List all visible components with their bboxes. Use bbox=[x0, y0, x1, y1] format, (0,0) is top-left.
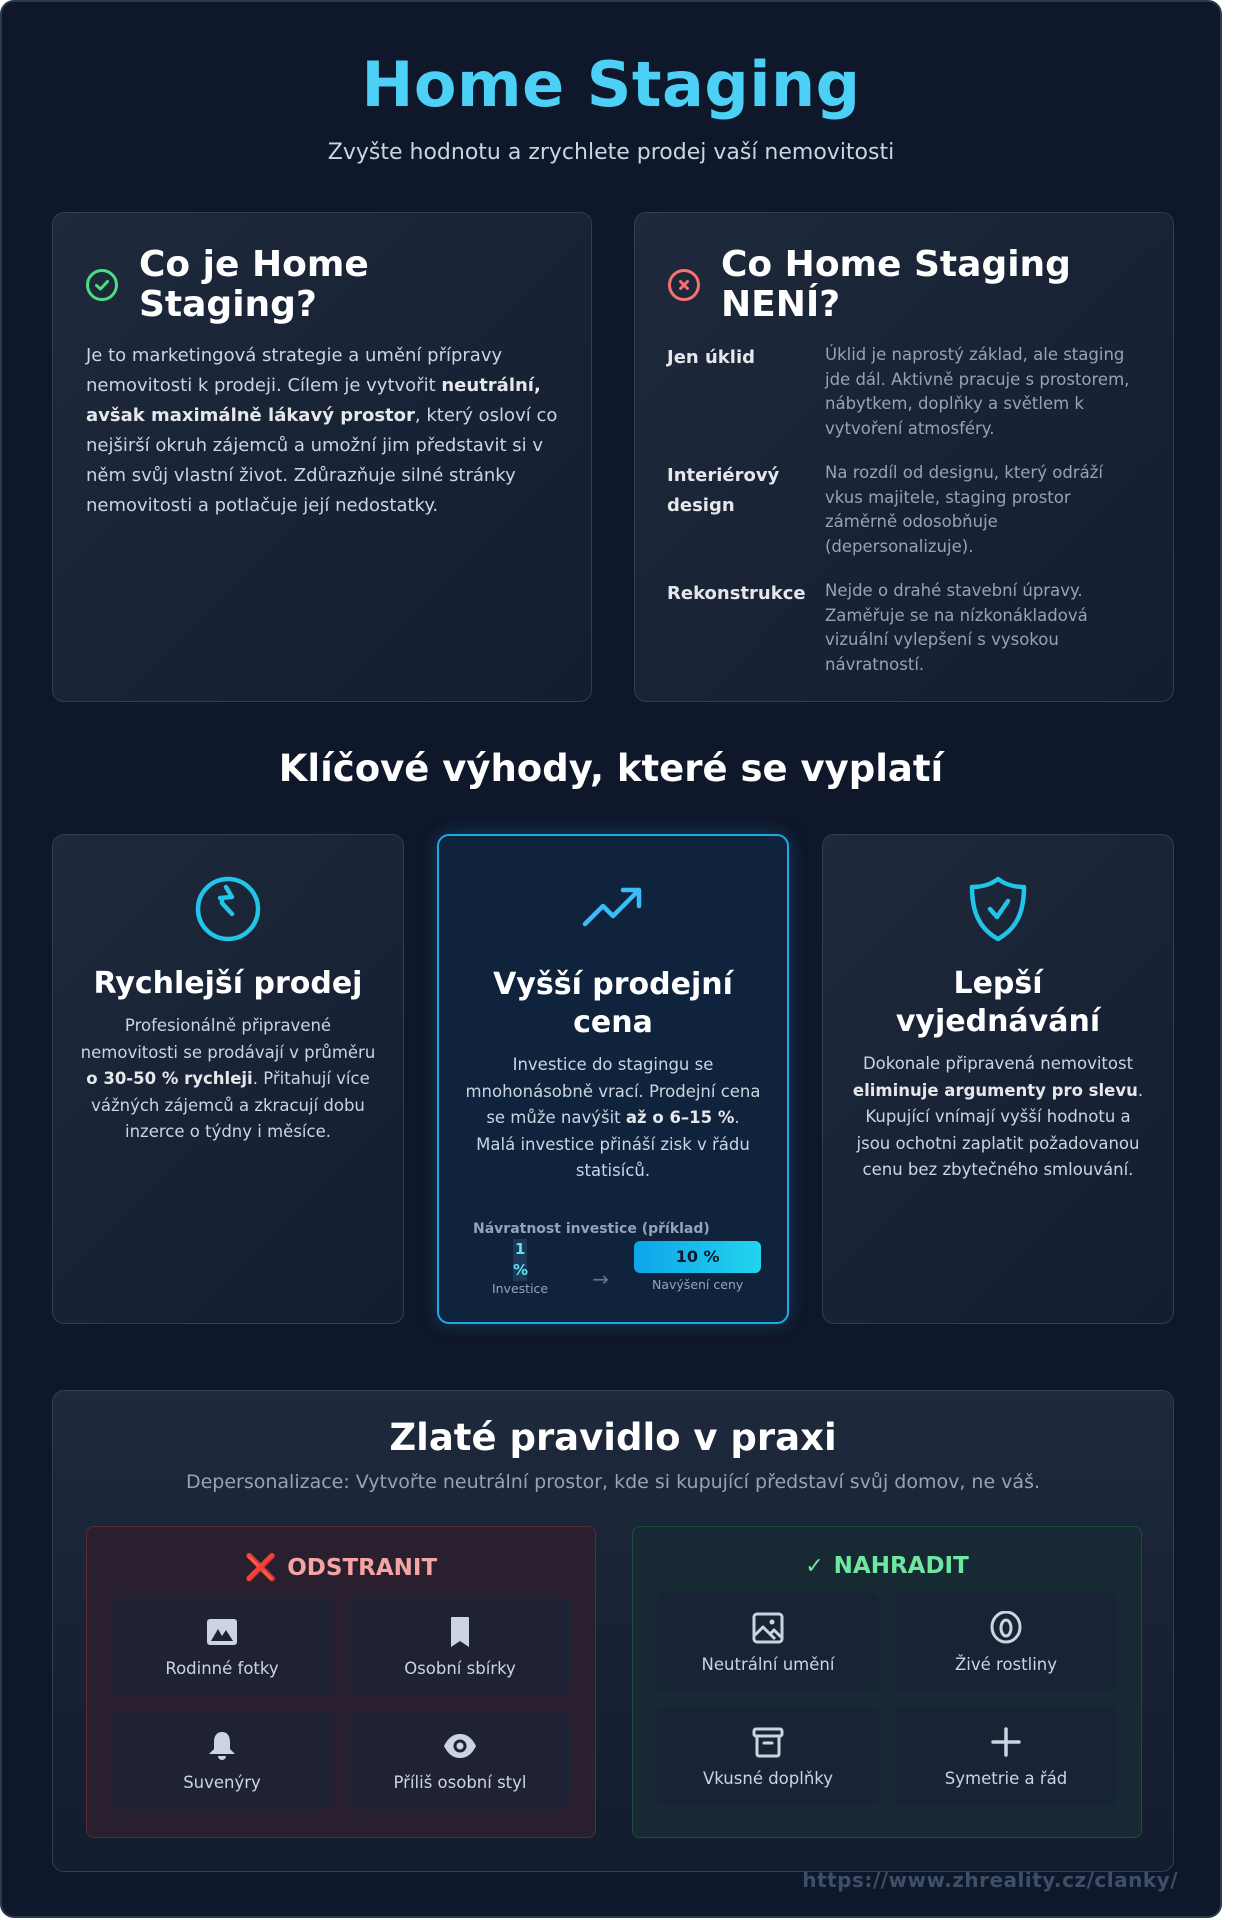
benefit-title: Rychlejší prodej bbox=[93, 966, 363, 1001]
text-segment: Investice do stagingu se mnohonásobně vrací. Prodejní cena se může navýšit bbox=[465, 1055, 761, 1127]
golden-rule-title: Zlaté pravidlo v praxi bbox=[389, 1416, 837, 1459]
roi-example bbox=[465, 1221, 761, 1296]
term: Jen úklid bbox=[667, 347, 755, 368]
what-is-text bbox=[85, 341, 559, 521]
photo-icon bbox=[205, 1615, 239, 1649]
text-segment: Je to marketingová strategie a umění přípravy nemovitosti k prodeji. Cílem je vytvořit bbox=[86, 345, 503, 396]
benefit-title: Lepší vyjednávání bbox=[895, 966, 1101, 1039]
benefit-card-higher-price bbox=[437, 834, 789, 1324]
cross-mark-icon: ❌ bbox=[244, 1553, 278, 1583]
benefit-text bbox=[465, 1052, 761, 1185]
list-item bbox=[349, 1597, 571, 1695]
benefit-text bbox=[849, 1051, 1147, 1184]
plus-icon bbox=[989, 1725, 1023, 1759]
list-item bbox=[111, 1597, 333, 1695]
item-label: Rodinné fotky bbox=[165, 1658, 279, 1678]
what-is-not-card bbox=[634, 212, 1174, 702]
roi-label: Návratnost investice (příklad) bbox=[473, 1220, 710, 1237]
item-label: Symetrie a řád bbox=[944, 1768, 1068, 1788]
item-label: Živé rostliny bbox=[954, 1654, 1058, 1674]
list-item bbox=[657, 1707, 879, 1805]
image-outline-icon bbox=[751, 1611, 785, 1645]
list-item bbox=[657, 1593, 879, 1691]
text-segment: Dokonale připravená nemovitost bbox=[862, 1054, 1134, 1073]
highlight-text: neutrální, avšak maximálně lákavý prostor bbox=[86, 375, 541, 426]
list-item bbox=[895, 1707, 1117, 1805]
text-segment: . Malá investice přináší zisk v řádu statisíců. bbox=[476, 1108, 750, 1180]
item-label: Vkusné doplňky bbox=[702, 1768, 834, 1788]
increase-column bbox=[634, 1239, 761, 1292]
misconception-list bbox=[667, 343, 1141, 677]
term: Rekonstrukce bbox=[667, 583, 806, 604]
text-segment: , který osloví co nejširší okruh zájemců a umožní jim představit si v něm svůj vlastní život. Zdůrazňuje silné stránky nemovitosti a potlačuje její nedostatky. bbox=[86, 405, 558, 516]
arrow-right-icon: → bbox=[592, 1266, 610, 1291]
replace-title: NAHRADIT bbox=[833, 1553, 969, 1579]
bookmark-icon bbox=[443, 1615, 477, 1649]
check-circle-icon bbox=[85, 268, 119, 302]
description: Na rozdíl od designu, který odráží vkus majitele, staging prostor záměrně odosobňuje (depersonalizuje). bbox=[825, 463, 1103, 556]
check-mark-icon: ✓ bbox=[805, 1553, 824, 1579]
golden-rule-subtitle: Depersonalizace: Vytvořte neutrální prostor, kde si kupující představí svůj domov, ne váš. bbox=[185, 1471, 1041, 1493]
text-segment: . Kupující vnímají vyšší hodnotu a jsou ochotni zaplatit požadovanou cenu bez zbytečného smlouvání. bbox=[856, 1080, 1144, 1179]
investment-caption: Investice bbox=[491, 1280, 549, 1296]
source-url[interactable]: https://www.zhreality.cz/clanky/ bbox=[802, 1868, 1178, 1892]
shield-check-icon bbox=[962, 873, 1034, 945]
list-item bbox=[895, 1593, 1117, 1691]
highlight-text: eliminuje argumenty pro slevu bbox=[852, 1080, 1138, 1100]
text-segment: Profesionálně připravené nemovitosti se prodávají v průměru bbox=[80, 1016, 376, 1062]
trending-up-icon bbox=[577, 874, 649, 946]
highlight-text: až o 6–15 % bbox=[625, 1108, 735, 1127]
remove-panel bbox=[86, 1526, 596, 1838]
page-title: Home Staging bbox=[361, 48, 861, 121]
benefit-title: Vyšší prodejní cena bbox=[493, 967, 733, 1040]
description: Úklid je naprostý základ, ale staging jde dál. Aktivně pracuje s prostorem, nábytkem, doplňky a světlem k vytvoření atmosféry. bbox=[825, 345, 1130, 438]
what-is-not-title: Co Home Staging NENÍ? bbox=[721, 244, 1071, 325]
benefit-text bbox=[79, 1013, 377, 1146]
item-label: Neutrální umění bbox=[701, 1654, 835, 1674]
benefits-heading: Klíčové výhody, které se vyplatí bbox=[278, 747, 944, 790]
list-item bbox=[667, 579, 1141, 677]
definition-row bbox=[52, 212, 1174, 702]
item-label: Osobní sbírky bbox=[404, 1658, 516, 1678]
remove-title: ODSTRANIT bbox=[287, 1555, 438, 1581]
archive-box-icon bbox=[751, 1725, 785, 1759]
item-label: Suvenýry bbox=[183, 1772, 261, 1792]
list-item bbox=[111, 1711, 333, 1809]
investment-value: 1 % bbox=[513, 1239, 529, 1279]
page-subtitle: Zvyšte hodnotu a zrychlete prodej vaší nemovitosti bbox=[327, 140, 895, 165]
term: Interiérový design bbox=[667, 465, 780, 516]
what-is-title: Co je Home Staging? bbox=[139, 244, 369, 325]
golden-rule-section bbox=[52, 1390, 1174, 1872]
replace-panel bbox=[632, 1526, 1142, 1838]
benefits-row bbox=[52, 834, 1174, 1324]
benefit-card-negotiation bbox=[822, 834, 1174, 1324]
description: Nejde o drahé stavební úpravy. Zaměřuje se na nízkonákladová vizuální vylepšení s vysokou návratností. bbox=[825, 581, 1088, 674]
plant-icon bbox=[989, 1611, 1023, 1645]
list-item bbox=[667, 343, 1141, 441]
eye-icon bbox=[443, 1729, 477, 1763]
highlight-text: o 30-50 % rychleji bbox=[86, 1069, 253, 1088]
benefit-card-faster-sale bbox=[52, 834, 404, 1324]
list-item bbox=[349, 1711, 571, 1809]
item-label: Příliš osobní styl bbox=[393, 1772, 527, 1792]
header bbox=[2, 2, 1220, 165]
increase-value: 10 % bbox=[634, 1241, 761, 1273]
bell-icon bbox=[205, 1729, 239, 1763]
list-item bbox=[667, 461, 1141, 559]
investment-column bbox=[473, 1239, 567, 1296]
what-is-card bbox=[52, 212, 592, 702]
text-segment: . Přitahují více vážných zájemců a zkracují dobu inzerce o týdny i měsíce. bbox=[91, 1069, 370, 1141]
clock-fast-icon bbox=[192, 873, 264, 945]
x-circle-icon bbox=[667, 268, 701, 302]
increase-caption: Navýšení ceny bbox=[652, 1276, 744, 1292]
